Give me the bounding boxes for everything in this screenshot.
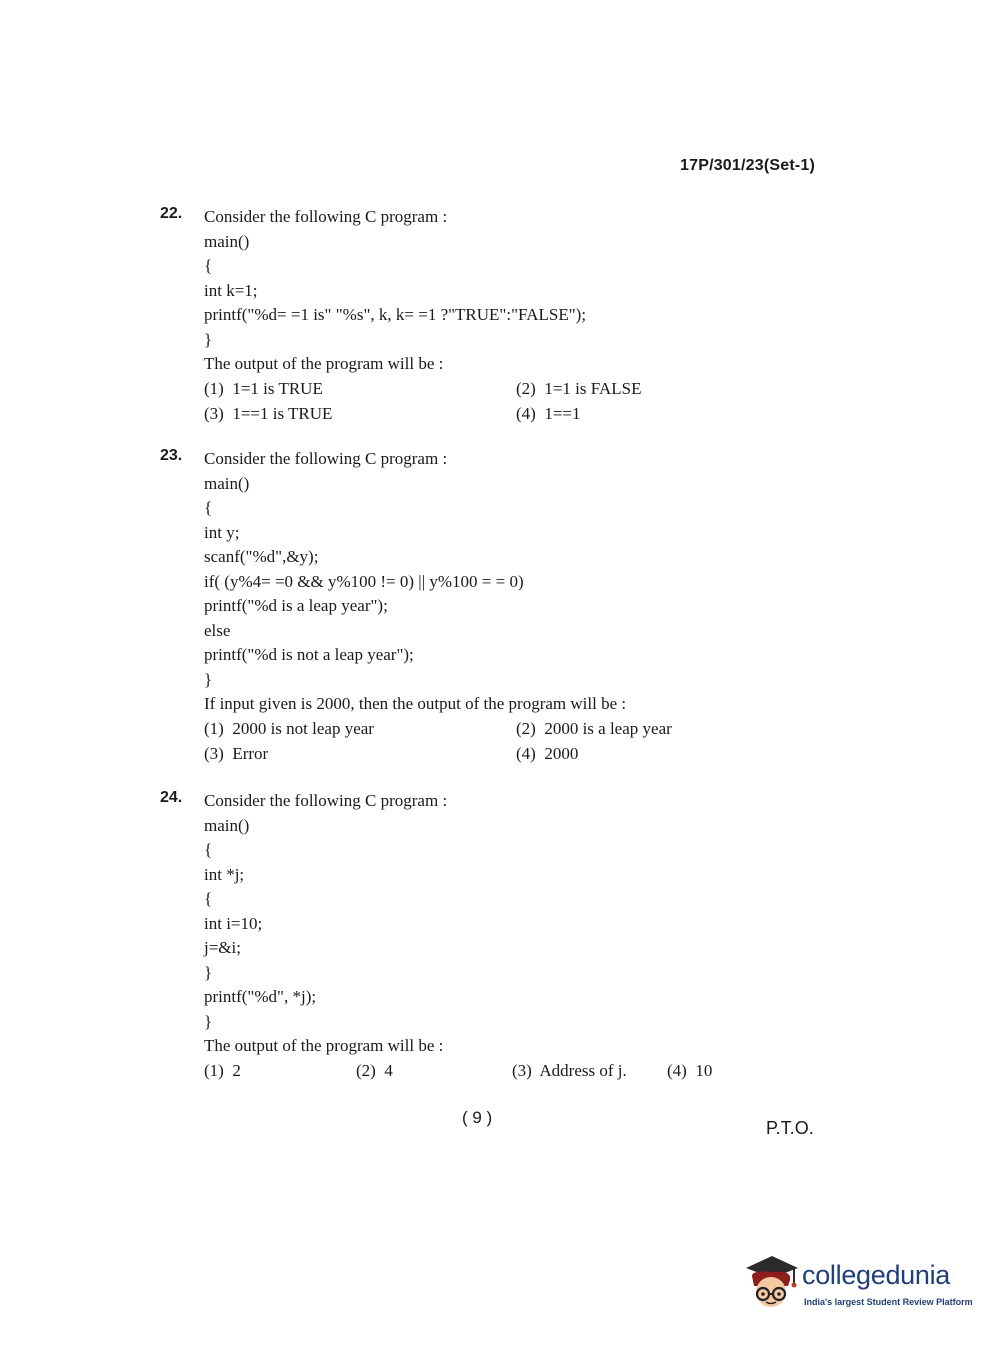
question-body <box>204 789 764 1084</box>
option-4: (4) 2000 <box>516 743 579 763</box>
code-line: int *j; <box>204 864 245 884</box>
code-line: { <box>204 498 213 517</box>
options-row <box>204 1059 764 1084</box>
code-line: } <box>204 962 213 982</box>
collegedunia-logo <box>742 1248 972 1318</box>
code-line: { <box>204 256 213 275</box>
code-line: } <box>204 669 213 689</box>
option-2: (2) 2000 is a leap year <box>516 718 672 738</box>
code-line: printf("%d is not a leap year"); <box>204 645 414 664</box>
option-3: (3) 1==1 is TRUE <box>204 403 333 423</box>
code-line: printf("%d", *j); <box>204 987 317 1006</box>
option-1: (1) 1=1 is TRUE <box>204 378 323 398</box>
code-line: main() <box>204 473 250 493</box>
option-4: (4) 1==1 <box>516 403 581 423</box>
collegedunia-mascot-icon <box>742 1250 800 1314</box>
question-number: 24. <box>160 789 183 806</box>
question-number: 23. <box>160 447 183 464</box>
options-row <box>204 742 764 767</box>
option-3: (3) Address of j. <box>512 1060 627 1080</box>
code-line: if( (y%4= =0 && y%100 != 0) || y%100 = = 0) <box>204 571 524 591</box>
option-1: (1) 2000 is not leap year <box>204 718 374 738</box>
pto-label: P.T.O. <box>766 1118 814 1138</box>
option-2: (2) 1=1 is FALSE <box>516 378 642 398</box>
option-3: (3) Error <box>204 743 269 763</box>
code-line: printf("%d= =1 is" "%s", k, k= =1 ?"TRUE":"FALSE"); <box>204 305 587 324</box>
question-prompt: The output of the program will be : <box>204 354 444 373</box>
question-body <box>204 205 764 427</box>
code-line: main() <box>204 231 250 251</box>
options-row <box>204 402 764 427</box>
code-line: int y; <box>204 522 240 542</box>
code-line: { <box>204 840 213 859</box>
logo-tagline: India's largest Student Review Platform <box>804 1297 973 1307</box>
question-body <box>204 447 764 767</box>
code-line: int i=10; <box>204 913 263 933</box>
option-1: (1) 2 <box>204 1060 241 1080</box>
options-row <box>204 377 764 402</box>
option-2: (2) 4 <box>356 1060 393 1080</box>
options-row <box>204 717 764 742</box>
code-line: } <box>204 1011 213 1031</box>
paper-code: 17P/301/23(Set-1) <box>680 157 816 174</box>
question-text: Consider the following C program : <box>204 207 448 226</box>
question-text: Consider the following C program : <box>204 449 448 468</box>
code-line: printf("%d is a leap year"); <box>204 596 388 615</box>
code-line: { <box>204 889 213 908</box>
code-line: int k=1; <box>204 280 258 300</box>
code-line: main() <box>204 815 250 835</box>
question-prompt: The output of the program will be : <box>204 1036 444 1055</box>
code-line: } <box>204 329 213 349</box>
code-line: else <box>204 620 231 640</box>
page-number: ( 9 ) <box>462 1108 493 1127</box>
question-prompt: If input given is 2000, then the output of the program will be : <box>204 694 627 713</box>
option-4: (4) 10 <box>667 1060 713 1080</box>
question-number: 22. <box>160 205 183 222</box>
logo-wordmark: collegedunia <box>802 1260 951 1290</box>
code-line: j=&i; <box>204 938 241 957</box>
code-line: scanf("%d",&y); <box>204 547 319 566</box>
question-text: Consider the following C program : <box>204 791 448 810</box>
